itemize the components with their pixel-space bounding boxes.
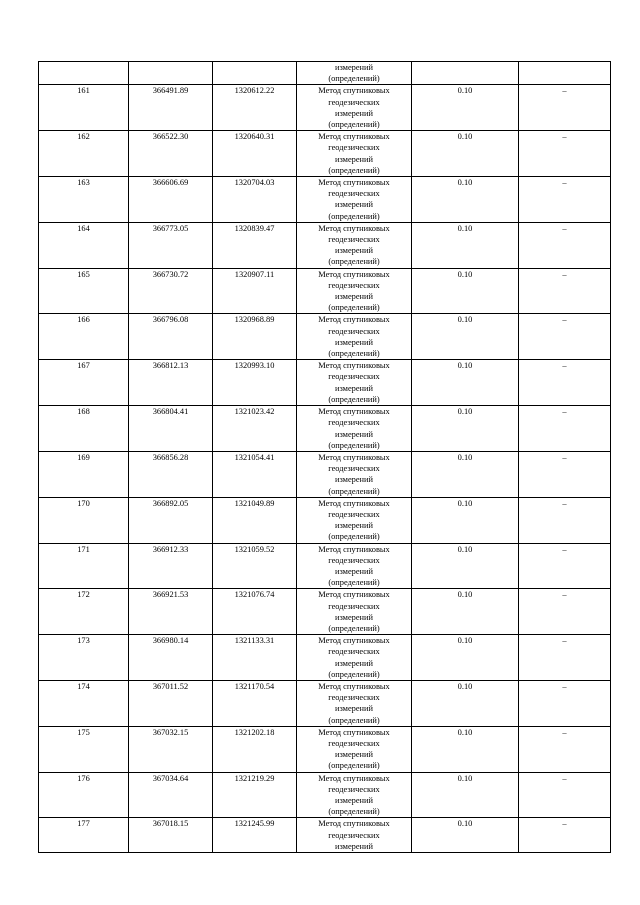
cell-y (213, 635, 297, 681)
cell-num-text: 167 (77, 361, 90, 371)
cell-x (129, 85, 213, 131)
cell-note (519, 772, 611, 818)
cell-num (39, 818, 129, 853)
cell-num-text: 177 (77, 819, 90, 829)
cell-num-text: 172 (77, 590, 90, 600)
cell-num-text: 173 (77, 636, 90, 646)
cell-accuracy (412, 680, 519, 726)
cell-x-text: 366912.33 (152, 544, 189, 554)
table-row (39, 818, 611, 853)
cell-x (129, 222, 213, 268)
cell-num (39, 772, 129, 818)
cell-y (213, 131, 297, 177)
cell-y-text: 1320968.89 (234, 315, 275, 325)
cell-num (39, 222, 129, 268)
cell-accuracy (412, 222, 519, 268)
cell-y (213, 589, 297, 635)
cell-x (129, 314, 213, 360)
cell-x-text: 367011.52 (152, 681, 189, 691)
cell-method (297, 726, 412, 772)
cell-method (297, 177, 412, 223)
cell-y-text: 1321133.31 (234, 636, 275, 646)
cell-num-text: 163 (77, 178, 90, 188)
cell-method-text: Метод спутниковых геодезических измерений (определений) (318, 727, 390, 771)
cell-x (129, 589, 213, 635)
cell-y-text: 1321076.74 (234, 590, 275, 600)
cell-method-text: Метод спутниковых геодезических измерений (определений) (318, 86, 390, 130)
cell-num (39, 635, 129, 681)
cell-x-text: 366796.08 (152, 315, 189, 325)
cell-note (519, 635, 611, 681)
cell-note (519, 589, 611, 635)
table-row (39, 589, 611, 635)
cell-num-text: 162 (77, 132, 90, 142)
cell-accuracy-text: 0.10 (457, 132, 473, 142)
cell-note (519, 222, 611, 268)
cell-y-text: 1321219.29 (234, 773, 275, 783)
cell-num (39, 85, 129, 131)
cell-accuracy-text: 0.10 (457, 590, 473, 600)
table-row (39, 497, 611, 543)
cell-y (213, 726, 297, 772)
cell-method-text: Метод спутниковых геодезических измерений (определений) (318, 361, 390, 404)
cell-x-text: 366812.13 (152, 361, 189, 371)
cell-note-text: – (562, 86, 567, 96)
cell-x-text: 367032.15 (152, 727, 189, 737)
cell-y (213, 406, 297, 452)
cell-accuracy (412, 635, 519, 681)
cell-method (297, 314, 412, 360)
cell-x-text: 366491.89 (152, 86, 189, 96)
cell-y (213, 680, 297, 726)
cell-y-text: 1320839.47 (234, 223, 275, 233)
coordinates-table-body (39, 62, 611, 853)
cell-accuracy (412, 268, 519, 314)
cell-method (297, 497, 412, 543)
cell-note-text: – (562, 498, 567, 508)
cell-y (213, 268, 297, 314)
cell-note-text: – (562, 727, 567, 737)
cell-y-text: 1321023.42 (234, 407, 275, 417)
cell-x (129, 62, 213, 85)
cell-num-text: 166 (77, 315, 90, 325)
table-row (39, 177, 611, 223)
cell-method-text: Метод спутниковых геодезических измерений (определений) (318, 178, 390, 221)
cell-note-text: – (562, 773, 567, 783)
cell-note-text: – (562, 132, 567, 142)
cell-accuracy (412, 497, 519, 543)
cell-method (297, 131, 412, 177)
cell-num-text: 169 (77, 452, 90, 462)
table-row (39, 772, 611, 818)
cell-num (39, 177, 129, 223)
cell-x (129, 406, 213, 452)
cell-method-text: Метод спутниковых геодезических измерений (определений) (318, 773, 390, 817)
cell-accuracy-text: 0.10 (457, 727, 473, 737)
cell-accuracy-text: 0.10 (457, 498, 473, 508)
cell-x (129, 543, 213, 589)
cell-x-text: 366606.69 (152, 178, 189, 188)
cell-note-text: – (562, 636, 567, 646)
cell-x (129, 451, 213, 497)
cell-accuracy-text: 0.10 (457, 452, 473, 462)
cell-x-text: 366804.41 (152, 407, 189, 417)
cell-method (297, 543, 412, 589)
cell-method (297, 360, 412, 406)
cell-method-text: Метод спутниковых геодезических измерений (определений) (318, 315, 390, 359)
cell-y (213, 360, 297, 406)
cell-num (39, 726, 129, 772)
cell-accuracy-text: 0.10 (457, 223, 473, 233)
cell-accuracy-text: 0.10 (457, 361, 473, 371)
cell-method-text: Метод спутниковых геодезических измерений (318, 819, 390, 851)
cell-y (213, 497, 297, 543)
cell-accuracy (412, 360, 519, 406)
cell-y (213, 222, 297, 268)
cell-num (39, 451, 129, 497)
cell-x (129, 818, 213, 853)
cell-note-text: – (562, 361, 567, 371)
cell-note (519, 543, 611, 589)
table-row (39, 451, 611, 497)
cell-method (297, 406, 412, 452)
cell-accuracy (412, 589, 519, 635)
cell-note (519, 497, 611, 543)
cell-note (519, 680, 611, 726)
cell-x (129, 680, 213, 726)
cell-accuracy (412, 406, 519, 452)
cell-method-text: Метод спутниковых геодезических измерений (определений) (318, 681, 390, 725)
cell-method-text: Метод спутниковых геодезических измерений (определений) (318, 590, 390, 633)
cell-accuracy (412, 62, 519, 85)
cell-num-text: 168 (77, 407, 90, 417)
cell-x-text: 366892.05 (152, 498, 189, 508)
cell-y-text: 1320993.10 (234, 361, 275, 371)
cell-y (213, 177, 297, 223)
cell-note-text: – (562, 452, 567, 462)
cell-y (213, 314, 297, 360)
cell-method-text: Метод спутниковых геодезических измерений (определений) (318, 407, 390, 450)
cell-method-text: Метод спутниковых геодезических измерений (определений) (318, 269, 390, 313)
cell-accuracy-text: 0.10 (457, 819, 473, 829)
cell-x-text: 366921.53 (152, 590, 189, 600)
table-row (39, 85, 611, 131)
cell-accuracy (412, 818, 519, 853)
cell-accuracy (412, 314, 519, 360)
cell-num (39, 131, 129, 177)
cell-note-text: – (562, 590, 567, 600)
cell-num (39, 406, 129, 452)
cell-method-text: Метод спутниковых геодезических измерений (определений) (318, 132, 390, 175)
cell-y-text: 1320612.22 (234, 86, 275, 96)
cell-num-text: 175 (77, 727, 90, 737)
cell-accuracy-text: 0.10 (457, 773, 473, 783)
table-row (39, 222, 611, 268)
cell-y-text: 1321245.99 (234, 819, 275, 829)
cell-method-text: Метод спутниковых геодезических измерений (определений) (318, 498, 390, 542)
cell-note-text: – (562, 223, 567, 233)
cell-note (519, 818, 611, 853)
cell-y-text: 1321059.52 (234, 544, 275, 554)
cell-y (213, 85, 297, 131)
cell-x-text: 366730.72 (152, 269, 189, 279)
cell-x (129, 268, 213, 314)
cell-note (519, 726, 611, 772)
cell-accuracy (412, 726, 519, 772)
cell-note (519, 406, 611, 452)
cell-method (297, 589, 412, 635)
cell-y-text: 1320640.31 (234, 132, 275, 142)
cell-x (129, 131, 213, 177)
cell-num (39, 360, 129, 406)
cell-method (297, 772, 412, 818)
cell-num-text: 161 (77, 86, 90, 96)
cell-y (213, 451, 297, 497)
cell-method (297, 818, 412, 853)
cell-y (213, 62, 297, 85)
cell-num-text: 170 (77, 498, 90, 508)
cell-num-text: 176 (77, 773, 90, 783)
cell-note (519, 451, 611, 497)
cell-note-text: – (562, 269, 567, 279)
cell-y (213, 543, 297, 589)
cell-accuracy (412, 131, 519, 177)
cell-y-text: 1321202.18 (234, 727, 275, 737)
cell-accuracy-text: 0.10 (457, 407, 473, 417)
cell-y-text: 1321049.89 (234, 498, 275, 508)
cell-num (39, 268, 129, 314)
cell-method (297, 635, 412, 681)
cell-note-text: – (562, 315, 567, 325)
cell-num (39, 314, 129, 360)
cell-x-text: 366522.30 (152, 132, 189, 142)
table-row (39, 635, 611, 681)
cell-method (297, 222, 412, 268)
cell-x-text: 367034.64 (152, 773, 189, 783)
table-row (39, 543, 611, 589)
cell-accuracy-text: 0.10 (457, 544, 473, 554)
cell-note-text: – (562, 407, 567, 417)
cell-x-text: 366980.14 (152, 636, 189, 646)
cell-accuracy (412, 543, 519, 589)
cell-x (129, 772, 213, 818)
cell-x (129, 360, 213, 406)
cell-y-text: 1320704.03 (234, 178, 275, 188)
cell-x-text: 367018.15 (152, 819, 189, 829)
cell-note (519, 131, 611, 177)
table-row (39, 131, 611, 177)
cell-note (519, 85, 611, 131)
cell-accuracy (412, 85, 519, 131)
cell-note (519, 177, 611, 223)
coordinates-table (38, 61, 611, 853)
cell-num (39, 62, 129, 85)
table-row (39, 314, 611, 360)
cell-num-text: 164 (77, 223, 90, 233)
cell-accuracy (412, 177, 519, 223)
cell-accuracy-text: 0.10 (457, 636, 473, 646)
cell-accuracy (412, 451, 519, 497)
cell-num (39, 543, 129, 589)
cell-note-text: – (562, 178, 567, 188)
cell-method-text: Метод спутниковых геодезических измерений (определений) (318, 452, 390, 496)
cell-accuracy (412, 772, 519, 818)
cell-method (297, 451, 412, 497)
table-row (39, 360, 611, 406)
cell-num-text: 165 (77, 269, 90, 279)
cell-num (39, 589, 129, 635)
cell-accuracy-text: 0.10 (457, 86, 473, 96)
cell-method (297, 268, 412, 314)
cell-y-text: 1321170.54 (234, 681, 275, 691)
method-text: измерений (определений) (328, 63, 380, 84)
cell-accuracy-text: 0.10 (457, 178, 473, 188)
cell-num (39, 497, 129, 543)
cell-y-text: 1320907.11 (234, 269, 275, 279)
cell-x-text: 366773.05 (152, 223, 189, 233)
table-row (39, 268, 611, 314)
cell-num (39, 680, 129, 726)
cell-note (519, 62, 611, 85)
cell-note (519, 314, 611, 360)
cell-method (297, 85, 412, 131)
cell-note-text: – (562, 544, 567, 554)
cell-method (297, 62, 412, 85)
cell-x (129, 497, 213, 543)
cell-accuracy-text: 0.10 (457, 269, 473, 279)
cell-method-text: Метод спутниковых геодезических измерений (определений) (318, 544, 390, 588)
cell-x (129, 726, 213, 772)
cell-y (213, 772, 297, 818)
table-row (39, 406, 611, 452)
cell-x-text: 366856.28 (152, 452, 189, 462)
cell-note (519, 360, 611, 406)
cell-accuracy-text: 0.10 (457, 315, 473, 325)
cell-x (129, 635, 213, 681)
cell-num-text: 171 (77, 544, 90, 554)
table-row-continued (39, 62, 611, 85)
cell-y-text: 1321054.41 (234, 452, 275, 462)
cell-note-text: – (562, 681, 567, 691)
cell-accuracy-text: 0.10 (457, 681, 473, 691)
cell-note-text: – (562, 819, 567, 829)
cell-method-text: Метод спутниковых геодезических измерений (определений) (318, 223, 390, 267)
cell-y (213, 818, 297, 853)
table-row (39, 680, 611, 726)
table-row (39, 726, 611, 772)
cell-x (129, 177, 213, 223)
cell-method-text: Метод спутниковых геодезических измерений (определений) (318, 636, 390, 679)
cell-note (519, 268, 611, 314)
cell-num-text: 174 (77, 681, 90, 691)
cell-method (297, 680, 412, 726)
